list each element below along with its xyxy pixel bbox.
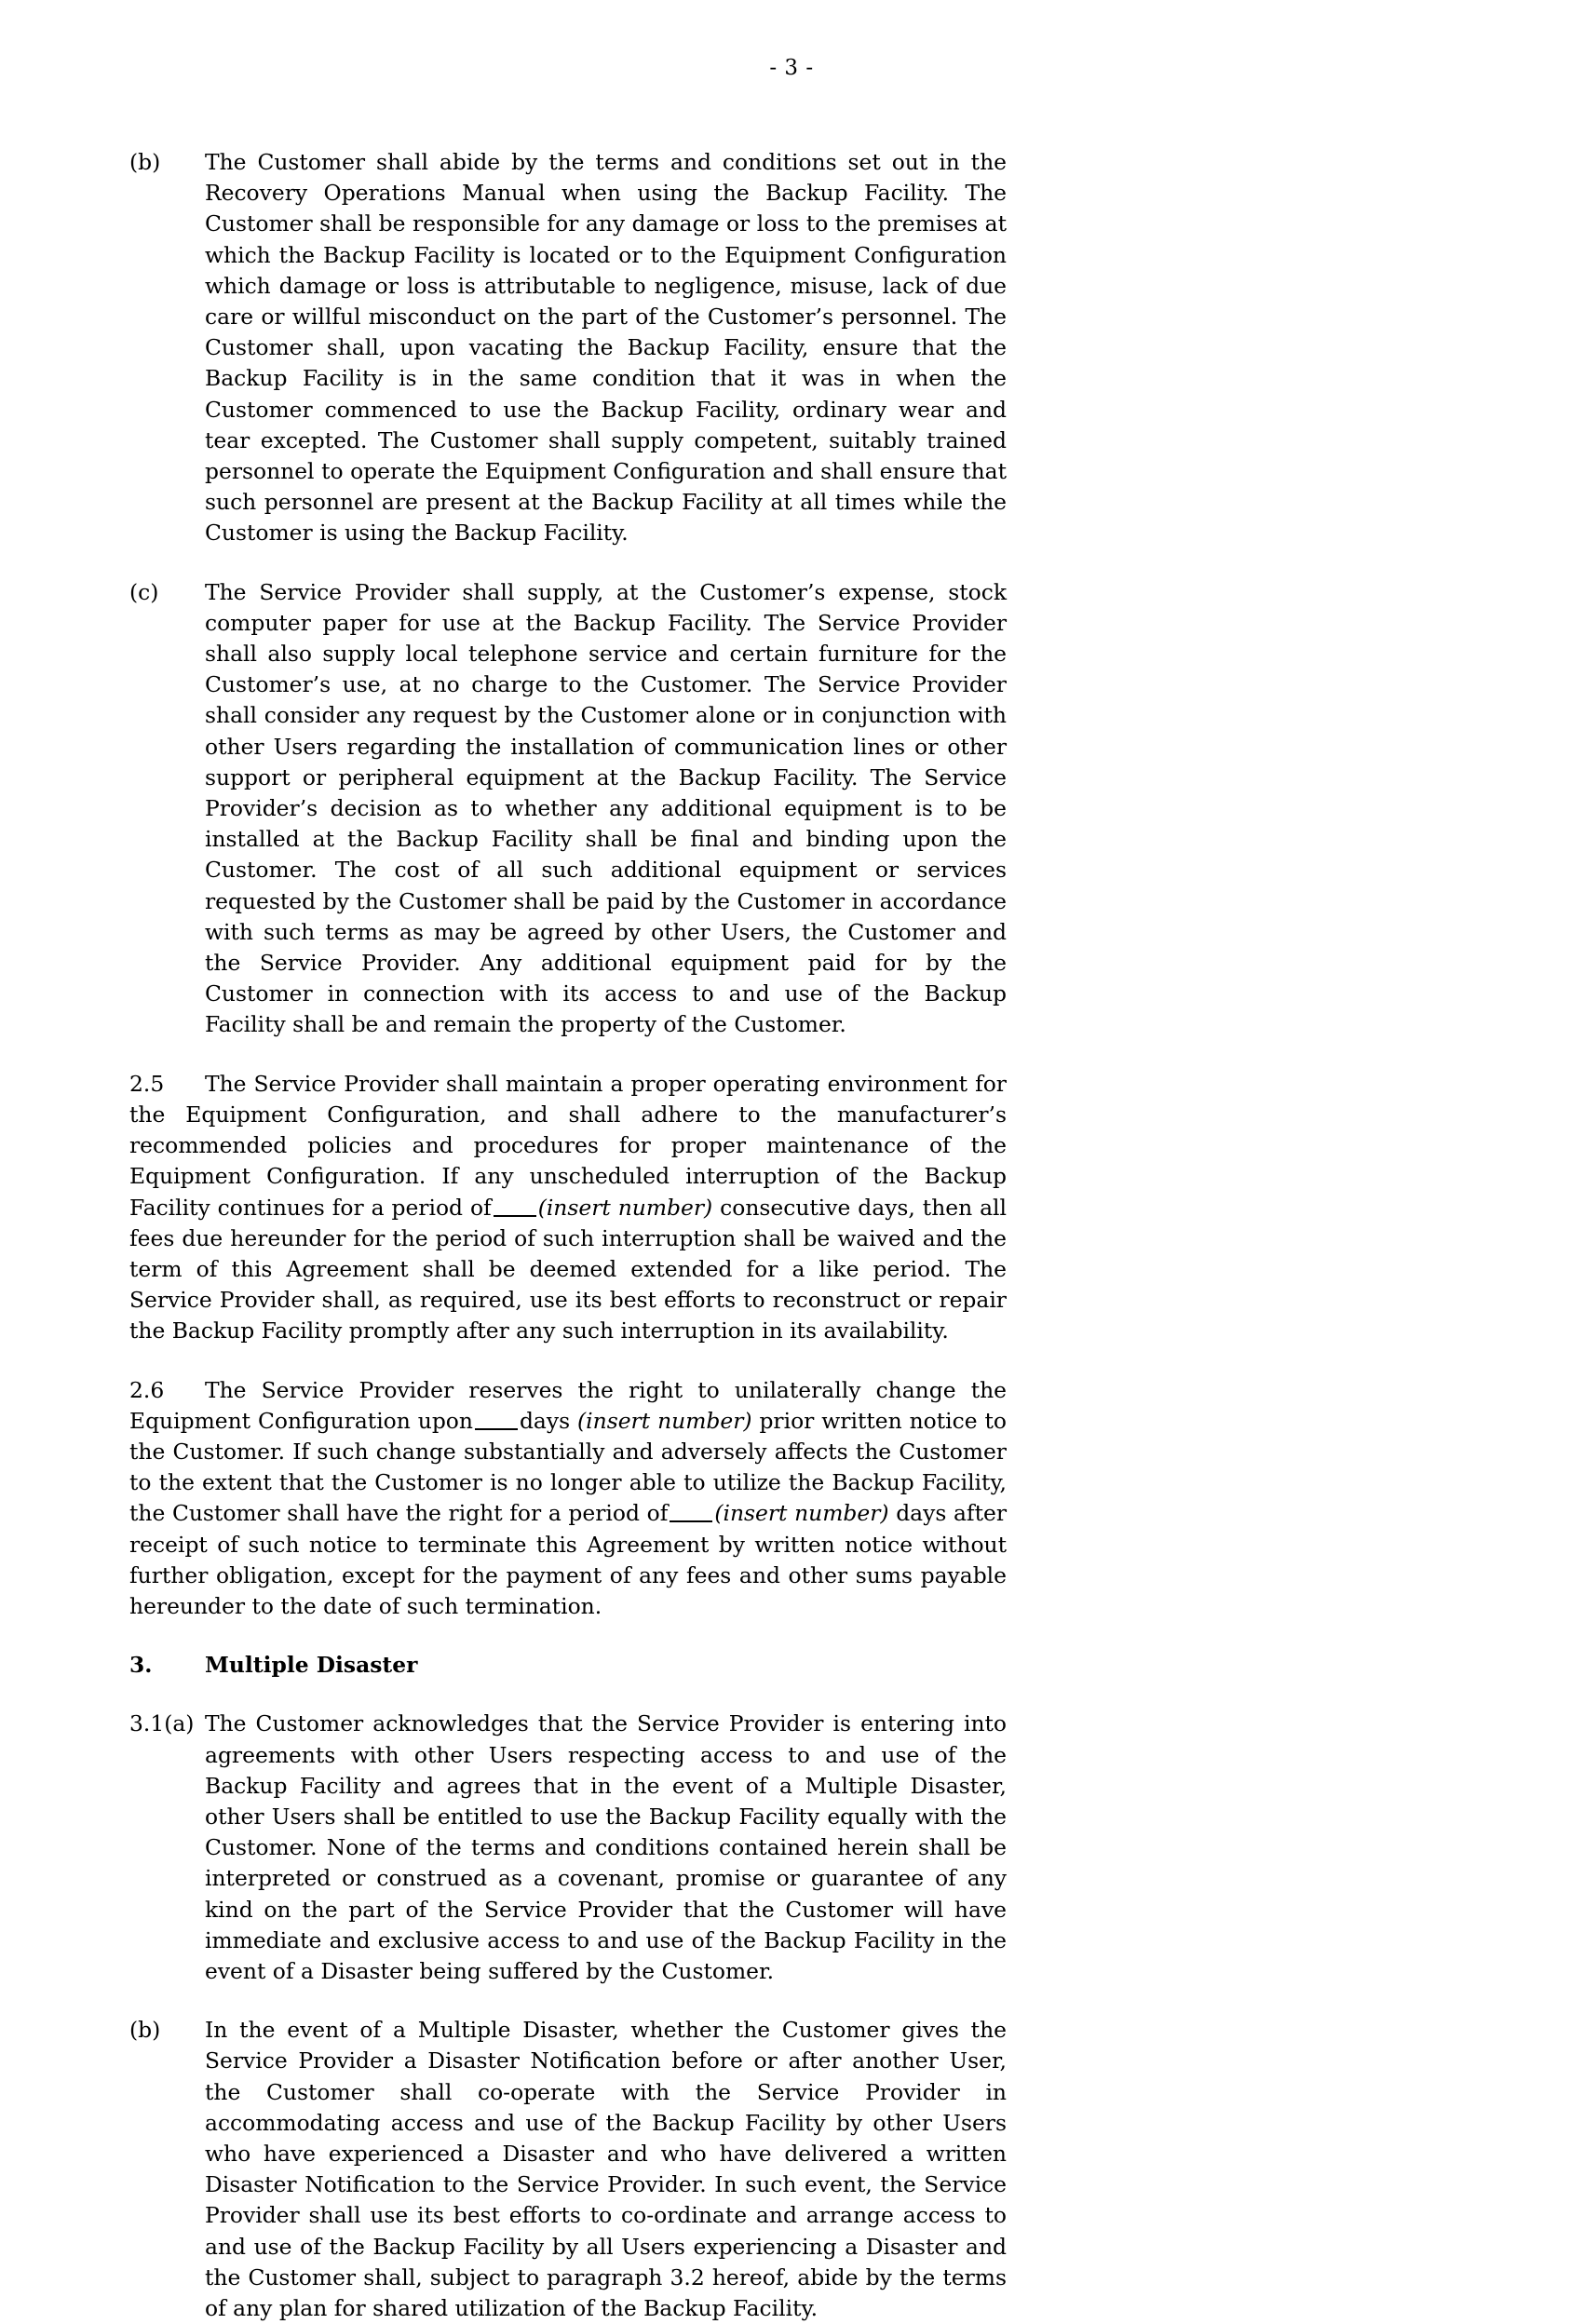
page-number: - 3 - — [769, 56, 814, 80]
clause-text-part-4: days after receipt of such notice to terminate this Agreement by written notice without further obligation, except for the payment of any fees and other sums payable hereunder to the date of such termination. — [129, 1500, 1008, 1619]
clause-text-part-1: The Service Provider shall maintain a proper operating environment for the Equipment Configuration, and shall adhere to the manufacturer’s recommended policies and procedures for proper maintenance of the Equipment Configuration. If any unscheduled interruption of the Backup Facility continues for a period of — [129, 1070, 1007, 1221]
insert-number-note: (insert number) — [577, 1407, 752, 1434]
clause-text: The Customer shall abide by the terms and conditions set out in the Recovery Operations Manual when using the Backup Facility. The Customer shall be responsible for any damage or loss to the premises at which the Backup Facility is located or to the Equipment Configuration which damage or loss is attributable to negligence, misuse, lack of due care or willful misconduct on the part of the Customer’s personnel. The Customer shall, upon vacating the Backup Facility, ensure that the Backup Facility is in the same condition that it was in when the Customer commenced to use the Backup Facility, ordinary wear and tear excepted. The Customer shall supply competent, suitably trained personnel to operate the Equipment Configuration and shall ensure that such personnel are present at the Backup Facility at all times while the Customer is using the Backup Facility. — [205, 149, 1007, 547]
clause-marker: (c) — [129, 578, 159, 605]
clause-text: The Service Provider shall supply, at the Customer’s expense, stock computer paper for use at the Backup Facility. The Service Provider shall also supply local telephone service and certain furniture for the Customer’s use, at no charge to the Customer. The Service Provider shall consider any request by the Customer alone or in conjunction with other Users regarding the installation of communication lines or other support or peripheral equipment at the Backup Facility. The Service Provider’s decision as to whether any additional equipment is to be installed at the Backup Facility shall be final and binding upon the Customer. The cost of all such additional equipment or services requested by the Customer shall be paid by the Customer in accordance with such terms as may be agreed by other Users, the Customer and the Service Provider. Any additional equipment paid for by the Customer in connection with its access to and use of the Backup Facility shall be and remain the property of the Customer. — [205, 578, 1007, 1038]
fill-in-blank[interactable] — [670, 1520, 712, 1522]
fill-in-blank[interactable] — [475, 1428, 518, 1430]
document-body — [129, 147, 1007, 2324]
section-number: 3. — [129, 1652, 153, 1679]
clause-text-part-2: days — [519, 1407, 571, 1434]
clause-marker: 3.1(a) — [129, 1710, 195, 1737]
clause-marker: (b) — [129, 2017, 161, 2044]
section-heading-3 — [129, 1650, 1007, 1681]
clause-text: In the event of a Multiple Disaster, whether the Customer gives the Service Provider a Disaster Notification before or after another User, the Customer shall co-operate with the Service Provider in accommodating access and use of the Backup Facility by other Users who have experienced a Disaster and who have delivered a written Disaster Notification to the Service Provider. In such event, the Service Provider shall use its best efforts to co-ordinate and arrange access to and use of the Backup Facility by all Users experiencing a Disaster and the Customer shall, subject to paragraph 3.2 hereof, abide by the terms of any plan for shared utilization of the Backup Facility. — [205, 2017, 1007, 2321]
clause-3-1-a — [129, 1709, 1007, 1987]
clause-2-4-b — [129, 147, 1007, 549]
clause-2-5 — [129, 1069, 1007, 1347]
clause-number: 2.5 — [129, 1070, 165, 1097]
insert-number-note: (insert number) — [714, 1500, 889, 1527]
insert-number-note: (insert number) — [537, 1194, 713, 1221]
clause-text-part-3: prior written notice to the Customer. If such change substantially and adversely affects the Customer to the extent that the Customer is no longer able to utilize the Backup Facility, the Customer shall have the right for a period of — [129, 1407, 1007, 1527]
clause-text: The Customer acknowledges that the Service Provider is entering into agreements with other Users respecting access to and use of the Backup Facility and agrees that in the event of a Multiple Disaster, other Users shall be entitled to use the Backup Facility equally with the Customer. None of the terms and conditions contained herein shall be interpreted or construed as a covenant, promise or guarantee of any kind on the part of the Service Provider that the Customer will have immediate and exclusive access to and use of the Backup Facility in the event of a Disaster being suffered by the Customer. — [205, 1710, 1007, 1984]
clause-number: 2.6 — [129, 1376, 165, 1403]
clause-text-part-1: The Service Provider reserves the right to unilaterally change the Equipment Configuration upon — [129, 1376, 1007, 1434]
clause-2-4-c — [129, 577, 1007, 1041]
clause-text-part-2-body: consecutive days, then all fees due hereunder for the period of such interruption shall be waived and the term of this Agreement shall be deemed extended for a like period. The Service Provider shall, as required, use its best efforts to reconstruct or repair the Backup Facility promptly after any such interruption in its availability. — [129, 1194, 1008, 1344]
clause-text-part-2 — [712, 1195, 720, 1221]
clause-2-6 — [129, 1375, 1007, 1623]
fill-in-blank[interactable] — [494, 1215, 536, 1217]
clause-3-1-b — [129, 2015, 1007, 2324]
section-title: Multiple Disaster — [205, 1652, 418, 1679]
clause-marker: (b) — [129, 149, 161, 175]
